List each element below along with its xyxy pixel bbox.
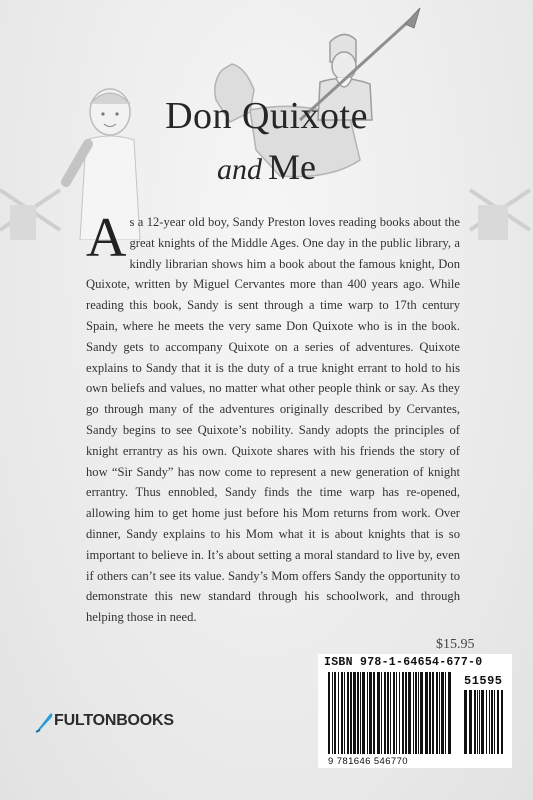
price-code: 51595 <box>464 674 503 688</box>
book-description <box>86 207 460 628</box>
drop-cap: A <box>86 207 127 269</box>
barcode-panel <box>318 654 512 768</box>
publisher-name: FULTONBOOKS <box>54 712 174 729</box>
book-title-line-2 <box>0 146 533 188</box>
quill-pen-icon <box>34 710 54 734</box>
barcode-icon <box>318 654 512 768</box>
description-text: s a 12-year old boy, Sandy Preston loves reading books about the great knights of the Middle Ages. One day in the public library, a kindly librarian shows him a book about the famous knight, Don Quixote, written by Miguel Cervantes more than 400 years ago. While reading this book, Sandy is sent through a time warp to 17th century Spain, where he meets the very same Don Quixote who is in the book. Sandy gets to accompany Quixote on a series of adventures. Quixote explains to Sandy that it is the duty of a true knight errant to hold to his own beliefs and values, no matter what other people think or say. As they go through many of the adventures originally described by Cervantes, Sandy begins to see Quixote’s nobility. Sandy adopts the principles of knight errantry as his own. Quixote shares with his friends the story of how “Sir Sandy” has now come to represent a new generation of knight errantry. Thus ennobled, Sandy finds the time warp has re-opened, allowing him to get home just before his Mom returns from work. Over dinner, Sandy explains to his Mom what it is about knights that is so important to believe in. It’s about setting a moral standard to live by, even if others can’t see its value. Sandy’s Mom offers Sandy the opportunity to demonstrate this new standard through his schoolwork, and through helping those in need. <box>86 215 460 625</box>
isbn-digits: 9 781646 546770 <box>328 756 408 767</box>
title-and: and <box>217 153 262 186</box>
isbn-label: ISBN 978-1-64654-677-0 <box>324 656 483 669</box>
price: $15.95 <box>436 637 475 652</box>
title-me: Me <box>268 147 316 187</box>
publisher-logo <box>34 708 194 736</box>
book-title: Don Quixote <box>165 95 368 137</box>
